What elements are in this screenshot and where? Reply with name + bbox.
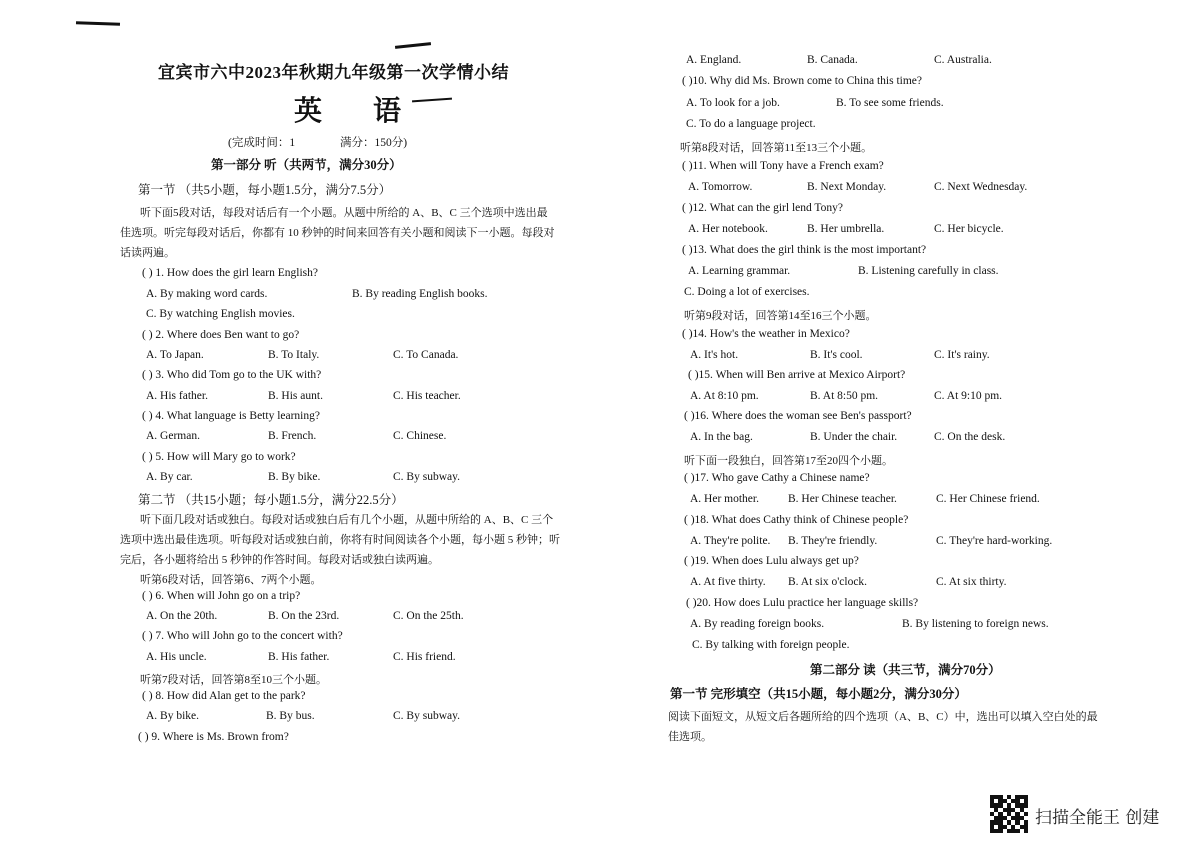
option-b[interactable]: B. By listening to foreign news. xyxy=(902,618,1049,630)
option-c[interactable]: C. His teacher. xyxy=(393,390,461,402)
option-c[interactable]: C. By talking with foreign people. xyxy=(692,639,850,651)
section1-title: 第一节 （共5小题，每小题1.5分，满分7.5分） xyxy=(138,183,392,197)
option-a[interactable]: A. Learning grammar. xyxy=(688,265,791,277)
question-12: ( )12. What can the girl lend Tony? xyxy=(682,202,843,214)
option-c[interactable]: C. On the 25th. xyxy=(393,610,464,622)
option-c[interactable]: C. At six thirty. xyxy=(936,576,1007,588)
option-b[interactable]: B. By bike. xyxy=(268,471,321,483)
section3-instruction: 阅读下面短文，从短文后各题所给的四个选项（A、B、C）中，选出可以填入空白处的最 xyxy=(668,711,1098,723)
option-b[interactable]: B. To Italy. xyxy=(268,349,320,361)
dialogue-6-instruction: 听第6段对话，回答第6、7两个小题。 xyxy=(140,574,322,586)
option-a[interactable]: A. Her notebook. xyxy=(688,223,768,235)
option-c[interactable]: C. Her bicycle. xyxy=(934,223,1004,235)
section3-instruction: 佳选项。 xyxy=(668,731,712,743)
option-a[interactable]: A. His uncle. xyxy=(146,651,207,663)
section1-instruction: 听下面5段对话，每段对话后有一个小题。从题中所给的 A、B、C 三个选项中选出最 xyxy=(140,207,548,219)
option-a[interactable]: A. At 8:10 pm. xyxy=(690,390,759,402)
option-c[interactable]: C. It's rainy. xyxy=(934,349,990,361)
option-b[interactable]: B. At 8:50 pm. xyxy=(810,390,879,402)
score-label: 满分：150分) xyxy=(340,137,408,149)
option-c[interactable]: C. By watching English movies. xyxy=(146,308,295,320)
question-10: ( )10. Why did Ms. Brown come to China this time? xyxy=(682,75,922,87)
option-a[interactable]: A. His father. xyxy=(146,390,208,402)
option-a[interactable]: A. By bike. xyxy=(146,710,200,722)
option-c[interactable]: C. His friend. xyxy=(393,651,456,663)
section3-title: 第一节 完形填空（共15小题，每小题2分，满分30分） xyxy=(670,687,967,701)
option-a[interactable]: A. England. xyxy=(686,54,742,66)
question-4: ( ) 4. What language is Betty learning? xyxy=(142,410,320,422)
option-c[interactable]: C. They're hard-working. xyxy=(936,535,1053,547)
option-c[interactable]: C. Australia. xyxy=(934,54,992,66)
dialogue-9-instruction: 听第9段对话，回答第14至16三个小题。 xyxy=(684,310,877,322)
option-a[interactable]: A. By making word cards. xyxy=(146,288,268,300)
option-b[interactable]: B. Her umbrella. xyxy=(807,223,885,235)
option-b[interactable]: B. By reading English books. xyxy=(352,288,488,300)
option-b[interactable]: B. Canada. xyxy=(807,54,858,66)
question-16: ( )16. Where does the woman see Ben's passport? xyxy=(684,410,912,422)
question-9: ( ) 9. Where is Ms. Brown from? xyxy=(138,731,289,743)
scanner-watermark: 扫描全能王 创建 xyxy=(1035,808,1160,828)
option-a[interactable]: A. German. xyxy=(146,430,200,442)
question-17: ( )17. Who gave Cathy a Chinese name? xyxy=(684,472,870,484)
question-15: ( )15. When will Ben arrive at Mexico Airport? xyxy=(688,369,906,381)
option-b[interactable]: B. Her Chinese teacher. xyxy=(788,493,897,505)
question-7: ( ) 7. Who will John go to the concert with? xyxy=(142,630,343,642)
qr-code-icon xyxy=(990,795,1028,833)
option-b[interactable]: B. At six o'clock. xyxy=(788,576,868,588)
option-a[interactable]: A. Her mother. xyxy=(690,493,759,505)
dialogue-7-instruction: 听第7段对话，回答第8至10三个小题。 xyxy=(140,674,327,686)
option-c[interactable]: C. Next Wednesday. xyxy=(934,181,1028,193)
section2-title: 第二节 （共15小题；每小题1.5分，满分22.5分） xyxy=(138,493,404,507)
question-18: ( )18. What does Cathy think of Chinese people? xyxy=(684,514,909,526)
scan-mark xyxy=(395,42,431,49)
section1-instruction: 话读两遍。 xyxy=(120,247,175,259)
option-c[interactable]: C. By subway. xyxy=(393,710,460,722)
time-label: (完成时间：1 xyxy=(228,137,296,149)
part1-title: 第一部分 听（共两节，满分30分） xyxy=(211,158,402,172)
option-b[interactable]: B. By bus. xyxy=(266,710,315,722)
subject-title: 英 语 xyxy=(294,96,424,127)
option-a[interactable]: A. To look for a job. xyxy=(686,97,780,109)
section2-instruction: 听下面几段对话或独白。每段对话或独白后有几个小题，从题中所给的 A、B、C 三个 xyxy=(140,514,554,526)
option-b[interactable]: B. Under the chair. xyxy=(810,431,898,443)
option-a[interactable]: A. Tomorrow. xyxy=(688,181,753,193)
option-a[interactable]: A. In the bag. xyxy=(690,431,753,443)
monologue-instruction: 听下面一段独白，回答第17至20四个小题。 xyxy=(684,455,893,467)
question-20: ( )20. How does Lulu practice her language skills? xyxy=(686,597,919,609)
option-b[interactable]: B. French. xyxy=(268,430,317,442)
option-a[interactable]: A. By reading foreign books. xyxy=(690,618,825,630)
option-b[interactable]: B. His aunt. xyxy=(268,390,323,402)
option-c[interactable]: C. To Canada. xyxy=(393,349,459,361)
option-c[interactable]: C. By subway. xyxy=(393,471,460,483)
option-c[interactable]: C. At 9:10 pm. xyxy=(934,390,1003,402)
question-5: ( ) 5. How will Mary go to work? xyxy=(142,451,296,463)
option-b[interactable]: B. Listening carefully in class. xyxy=(858,265,999,277)
exam-title: 宜宾市六中2023年秋期九年级第一次学情小结 xyxy=(158,63,509,82)
option-b[interactable]: B. On the 23rd. xyxy=(268,610,340,622)
option-a[interactable]: A. On the 20th. xyxy=(146,610,218,622)
question-19: ( )19. When does Lulu always get up? xyxy=(684,555,859,567)
question-6: ( ) 6. When will John go on a trip? xyxy=(142,590,301,602)
option-a[interactable]: A. At five thirty. xyxy=(690,576,766,588)
option-b[interactable]: B. To see some friends. xyxy=(836,97,944,109)
question-2: ( ) 2. Where does Ben want to go? xyxy=(142,329,300,341)
option-b[interactable]: B. His father. xyxy=(268,651,330,663)
option-c[interactable]: C. On the desk. xyxy=(934,431,1006,443)
option-b[interactable]: B. They're friendly. xyxy=(788,535,878,547)
section1-instruction: 佳选项。听完每段对话后，你都有 10 秒钟的时间来回答有关小题和阅读下一小题。每段对 xyxy=(120,227,555,239)
option-c[interactable]: C. Chinese. xyxy=(393,430,447,442)
option-a[interactable]: A. By car. xyxy=(146,471,193,483)
option-b[interactable]: B. It's cool. xyxy=(810,349,863,361)
question-14: ( )14. How's the weather in Mexico? xyxy=(682,328,850,340)
option-a[interactable]: A. It's hot. xyxy=(690,349,739,361)
part2-title: 第二部分 读（共三节，满分70分） xyxy=(810,663,1001,677)
question-1: ( ) 1. How does the girl learn English? xyxy=(142,267,318,279)
option-c[interactable]: C. To do a language project. xyxy=(686,118,816,130)
question-13: ( )13. What does the girl think is the most important? xyxy=(682,244,927,256)
section2-instruction: 完后，各小题将给出 5 秒钟的作答时间。每段对话或独白读两遍。 xyxy=(120,554,439,566)
option-c[interactable]: C. Doing a lot of exercises. xyxy=(684,286,810,298)
scan-mark xyxy=(76,21,120,26)
option-b[interactable]: B. Next Monday. xyxy=(807,181,887,193)
question-11: ( )11. When will Tony have a French exam? xyxy=(682,160,884,172)
question-3: ( ) 3. Who did Tom go to the UK with? xyxy=(142,369,322,381)
question-8: ( ) 8. How did Alan get to the park? xyxy=(142,690,306,702)
option-c[interactable]: C. Her Chinese friend. xyxy=(936,493,1040,505)
option-a[interactable]: A. They're polite. xyxy=(690,535,771,547)
section2-instruction: 选项中选出最佳选项。听每段对话或独白前，你将有时间阅读各个小题，每小题 5 秒钟；听 xyxy=(120,534,560,546)
dialogue-8-instruction: 听第8段对话，回答第11至13三个小题。 xyxy=(680,142,873,154)
option-a[interactable]: A. To Japan. xyxy=(146,349,204,361)
